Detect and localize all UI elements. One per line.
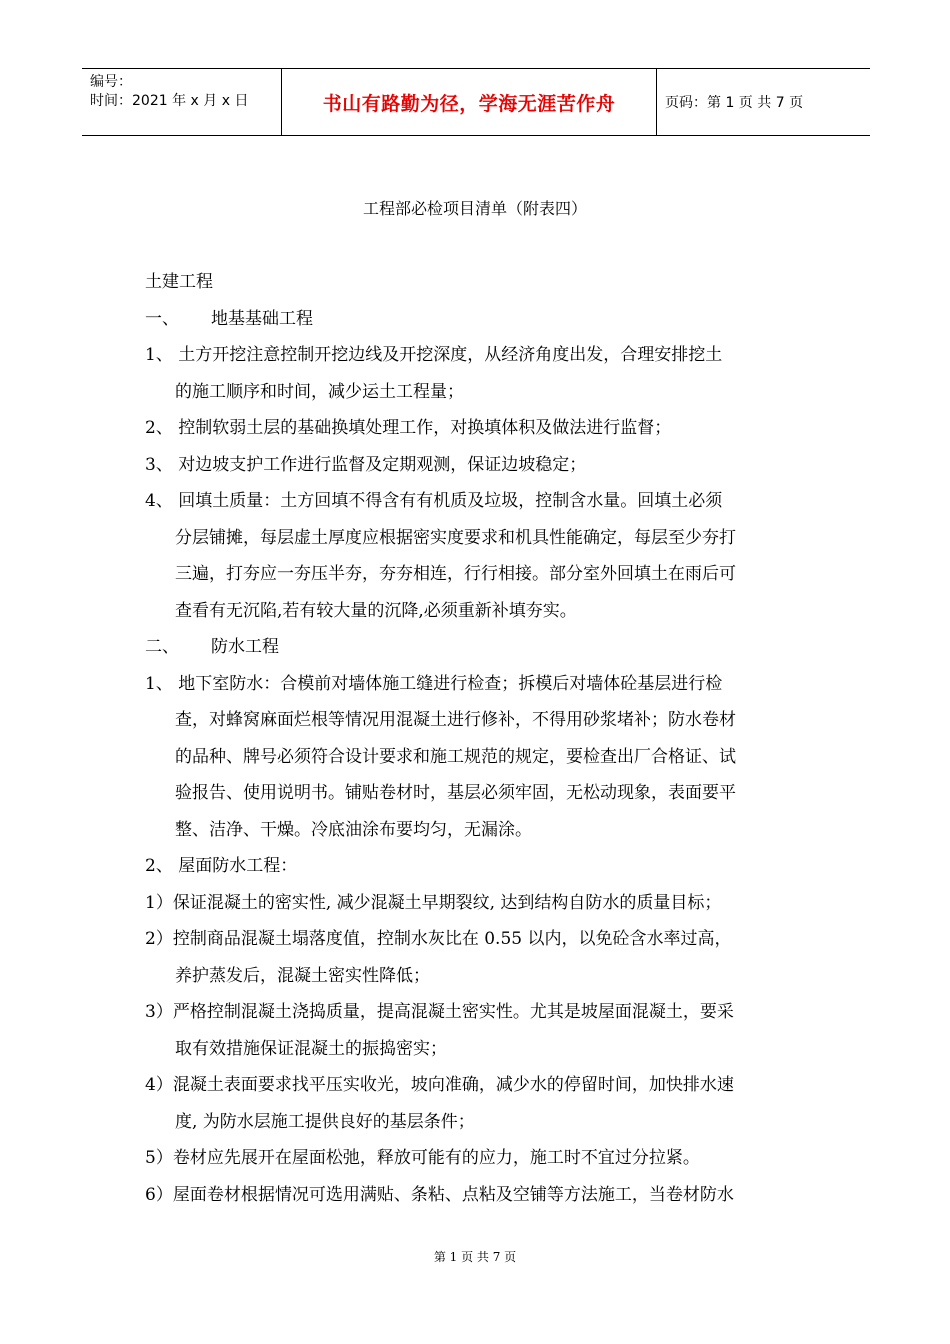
sub-list-item: 2）控制商品混凝土塌落度值，控制水灰比在 0.55 以内，以免砼含水率过高， [145, 929, 732, 949]
list-item-continuation: 整、洁净、干燥。冷底油涂布要均匀，无漏涂。 [175, 819, 532, 840]
list-item-continuation: 的施工顺序和时间，减少运土工程量； [175, 381, 464, 402]
sub-list-item: 6）屋面卷材根据情况可选用满贴、条粘、点粘及空铺等方法施工，当卷材防水 [145, 1184, 734, 1205]
list-item-continuation: 分层铺摊，每层虚土厚度应根据密实度要求和机具性能确定，每层至少夯打 [175, 527, 736, 548]
sub-list-item: 5）卷材应先展开在屋面松弛，释放可能有的应力，施工时不宜过分拉紧。 [145, 1148, 700, 1168]
sub-list-item: 4）混凝土表面要求找平压实收光，坡向准确，减少水的停留时间，加快排水速 [145, 1075, 734, 1095]
sub-list-item-continuation: 度, 为防水层施工提供良好的基层条件； [175, 1111, 475, 1132]
document-body [145, 264, 805, 1213]
list-item: 4、 回填土质量：土方回填不得含有有机质及垃圾，控制含水量。回填土必须 [145, 491, 723, 511]
subsection-number: 一、 [145, 308, 179, 329]
sub-list-item: 3）严格控制混凝土浇捣质量，提高混凝土密实性。尤其是坡屋面混凝土，要采 [145, 1002, 734, 1022]
motto-text: 书山有路勤为径，学海无涯苦作舟 [322, 92, 616, 115]
subsection-number: 二、 [145, 637, 179, 657]
subsection-heading [145, 629, 805, 666]
list-item-continuation: 查，对蜂窝麻面烂根等情况用混凝土进行修补，不得用砂浆堵补；防水卷材 [175, 710, 736, 730]
subsection-title: 防水工程 [211, 637, 279, 657]
doc-number-label: 编号： [90, 74, 132, 90]
section-heading: 土建工程 [145, 272, 213, 292]
list-item-continuation: 三遍，打夯应一夯压半夯，夯夯相连，行行相接。部分室外回填土在雨后可 [175, 564, 736, 584]
document-title: 工程部必检项目清单（附表四） [362, 199, 587, 218]
sub-list-item: 1）保证混凝土的密实性, 减少混凝土早期裂纹, 达到结构自防水的质量目标； [145, 892, 722, 913]
header-meta [82, 69, 282, 135]
list-item: 1、 地下室防水：合模前对墙体施工缝进行检查；拆模后对墙体砼基层进行检 [145, 673, 723, 694]
sub-list-item-continuation: 取有效措施保证混凝土的振捣密实； [175, 1038, 447, 1059]
list-item: 2、 屋面防水工程： [145, 856, 298, 876]
page-footer: 第 1 页 共 7 页 [433, 1250, 517, 1264]
list-item: 1、 土方开挖注意控制开挖边线及开挖深度，从经济角度出发，合理安排挖土 [145, 345, 723, 365]
document-header [82, 68, 870, 136]
header-page-info: 页码：第 1 页 共 7 页 [665, 95, 804, 111]
list-item-continuation: 的品种、牌号必须符合设计要求和施工规范的规定，要检查出厂合格证、试 [175, 746, 736, 767]
subsection-title: 地基基础工程 [211, 308, 313, 329]
list-item: 2、 控制软弱土层的基础换填处理工作，对换填体积及做法进行监督； [145, 418, 672, 438]
header-motto [282, 69, 657, 135]
list-item: 3、 对边坡支护工作进行监督及定期观测，保证边坡稳定； [145, 454, 587, 475]
doc-date: 时间：2021 年 x 月 x 日 [90, 93, 249, 109]
subsection-heading [145, 301, 805, 338]
sub-list-item-continuation: 养护蒸发后，混凝土密实性降低； [175, 965, 430, 986]
list-item-continuation: 查看有无沉陷,若有较大量的沉降,必须重新补填夯实。 [175, 600, 577, 621]
list-item-continuation: 验报告、使用说明书。铺贴卷材时，基层必须牢固，无松动现象，表面要平 [175, 783, 736, 803]
